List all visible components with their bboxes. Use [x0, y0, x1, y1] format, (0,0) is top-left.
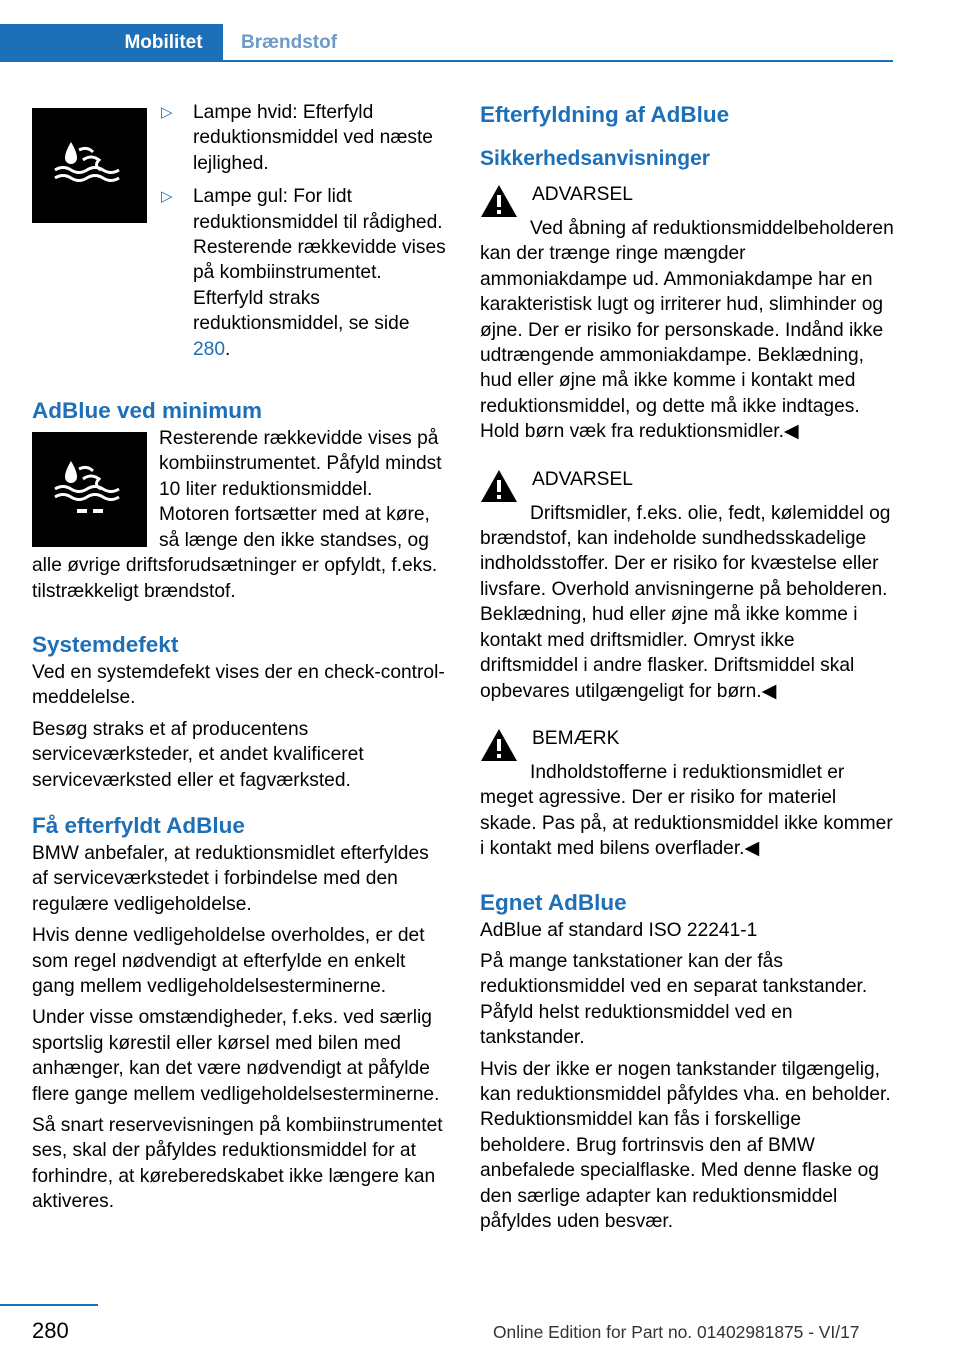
systemdefekt-p1: Ved en systemdefekt vises der en check-control-meddelelse.: [32, 661, 445, 709]
egnet-p3: Hvis der ikke er nogen tankstander tilgængelig, kan reduktionsmiddel påfyldes vha. en beholder. Reduktionsmiddel kan fås i forskellige beholdere. Brug fortrinsvis den af BMW anbefalede specialflaske. Med denne flaske og den særlige adapter kan reduktionsmiddel påfyldes uden besvær.: [480, 1058, 891, 1232]
edition-note: Online Edition for Part no. 01402981875 - VI/17: [493, 1322, 860, 1342]
section-title-efterfyldning: Efterfyldning af AdBlue: [480, 102, 730, 127]
efterfyldt-p3: Under visse omstændigheder, f.eks. ved særlig sportslig kørestil eller kørsel med bilen med anhænger, kan det være nødvendigt at påfylde flere gange mellem vedligeholdelsesterminerne.: [32, 1007, 440, 1105]
systemdefekt-p2: Besøg straks et af producentens serviceværksteder, et andet kvalificeret serviceværksted eller et fagværksted.: [32, 718, 364, 791]
efterfyldt-p2: Hvis denne vedligeholdelse overholdes, er det som regel nødvendigt at efterfylde en enkelt gang mellem vedligeholdelsesterminerne.: [32, 925, 425, 997]
warning-label: ADVARSEL: [532, 468, 633, 490]
section-title-efterfyldt: Få efterfyldt AdBlue: [32, 812, 245, 838]
warning-text: Ved åbning af reduktionsmiddelbeholderen kan der trænge ringe mængder ammoniakdampe ud. Ammoniakdampe har en karakteristisk lugt og irriterer hud, slimhinder og øjne. Der er risiko for personskade. Indånd ikke udtrængende ammoniakdampe. Beklædning, hud eller øjne må ikke komme i kontakt med reduktionsmiddel, og dette må ikke indtages. Hold børn væk fra reduktionsmidler.◀: [480, 218, 894, 443]
warning-block: [480, 182, 896, 445]
footer-rule: [0, 1304, 98, 1306]
efterfyldt-p4: Så snart reservevisningen på kombiinstrumentet ses, skal der påfyldes reduktionsmiddel for at forhindre, at køreberedskabet ikke længere kan aktiveres.: [32, 1115, 443, 1213]
adblue-minimum-icon: [32, 432, 147, 547]
adblue-warning-icon: [32, 108, 147, 223]
efterfyldt-p1: BMW anbefaler, at reduktionsmidlet efterfyldes af serviceværkstedet i forbindelse med den regulære vedligeholdelse.: [32, 842, 429, 915]
minimum-text: Resterende rækkevidde vises på kombiinstrumentet. Påfyld mindst 10 liter reduktionsmiddel. Motoren fortsætter med at køre, så længe den ikke standses, og alle øvrige driftsforudsætninger er opfyldt, f.eks. tilstrækkeligt brændstof.: [32, 428, 442, 602]
warning-triangle-icon: [480, 184, 518, 218]
warning-block: [480, 467, 896, 704]
lamp-list: [161, 100, 448, 370]
left-column: [32, 100, 448, 1221]
warning-triangle-icon: [480, 728, 518, 762]
lamp-block: [32, 100, 448, 370]
egnet-p1: AdBlue af standard ISO 22241-1: [480, 919, 758, 941]
page-number: 280: [32, 1318, 69, 1343]
tab-mobilitet[interactable]: Mobilitet: [0, 24, 223, 60]
minimum-block: [32, 426, 448, 604]
egnet-p2: På mange tankstationer kan der fås reduktionsmiddel ved en separat tankstander. Påfyld helst reduktionsmiddel ved en tankstander.: [480, 950, 868, 1049]
section-title-minimum: AdBlue ved minimum: [32, 398, 263, 424]
right-column: [480, 100, 896, 1240]
warning-text: Driftsmidler, f.eks. olie, fedt, kølemiddel og brændstof, kan indeholde sundhedsskadelige indholdsstoffer. Der er risiko for kvæstelse eller livsfare. Overhold anvisningerne på beholderen. Beklædning, hud eller øjne må ikke komme i kontakt med driftsmidler. Omryst ikke driftsmiddel i andre flasker. Driftsmiddel skal opbevares utilgængeligt for børn.◀: [480, 502, 891, 702]
chapter-header: [0, 24, 893, 62]
warning-triangle-icon: [480, 469, 518, 503]
section-title-egnet: Egnet AdBlue: [480, 889, 627, 915]
page-link-280[interactable]: 280: [193, 338, 226, 360]
notice-label: BEMÆRK: [532, 727, 620, 749]
tab-braendstof[interactable]: Brændstof: [241, 32, 338, 53]
list-item: ▷ Lampe hvid: Efterfyld reduktionsmiddel ved næste lejlighed.: [161, 100, 448, 176]
section-title-sikkerhed: Sikkerhedsanvisninger: [480, 147, 710, 170]
section-title-systemdefekt: Systemdefekt: [32, 631, 179, 657]
notice-block: [480, 726, 896, 862]
notice-text: Indholdstofferne i reduktionsmidlet er meget agressive. Der er risiko for materiel skade. Pas på, at reduktionsmiddel ikke kommer i kontakt med bilens overflader.◀: [480, 761, 893, 860]
warning-label: ADVARSEL: [532, 184, 633, 205]
header-rule: [0, 60, 893, 62]
list-item: ▷ Lampe gul: For lidt reduktionsmiddel til rådighed. Resterende rækkevidde vises på kombiinstrumentet. Efterfyld straks reduktionsmiddel, se side 280.: [161, 184, 448, 362]
